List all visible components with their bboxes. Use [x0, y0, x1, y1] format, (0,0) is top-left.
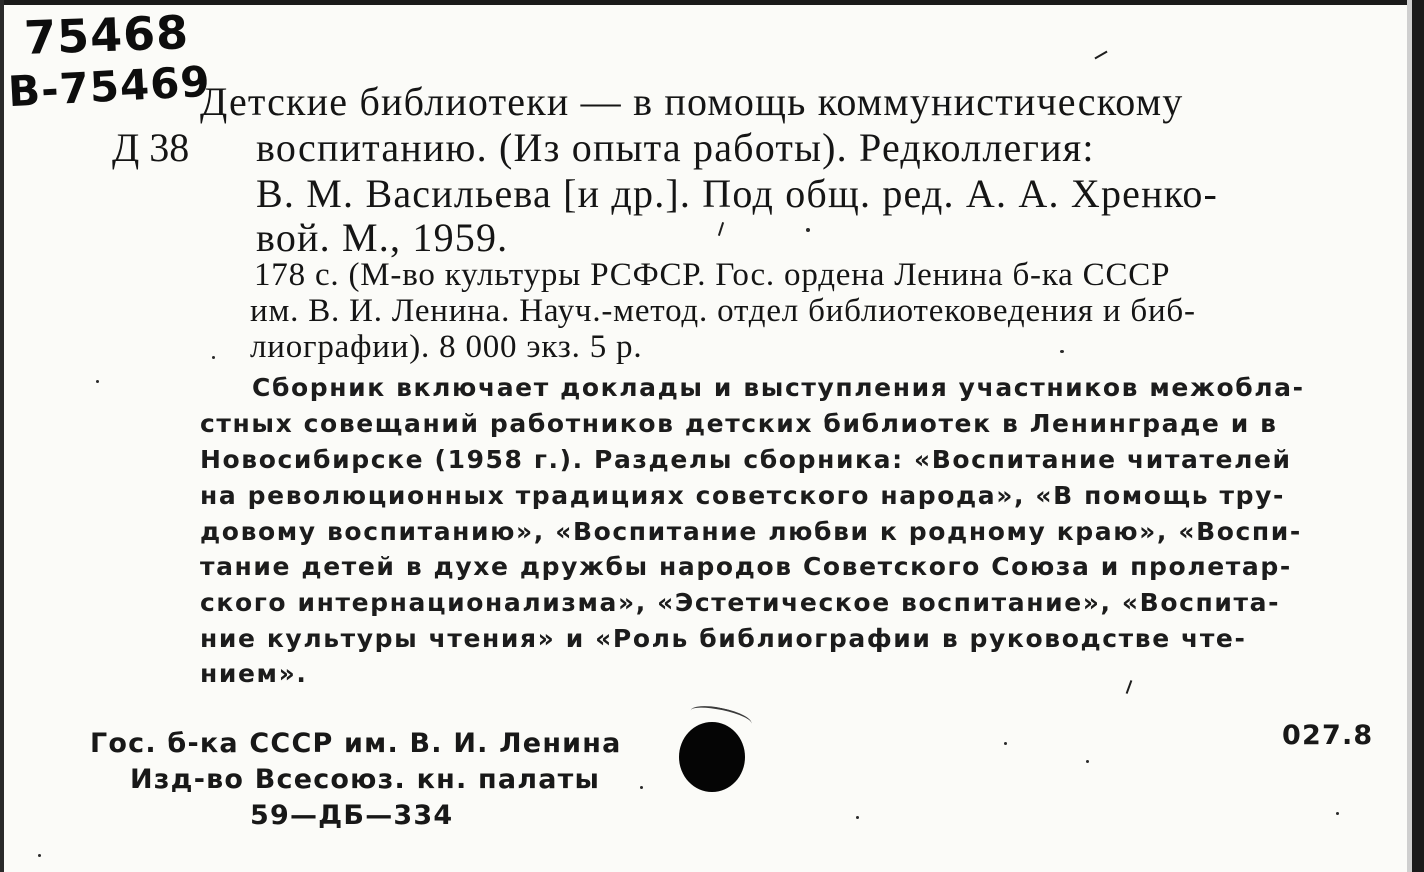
- title-line-1: Детские библиотеки — в помощь коммунистическому: [200, 79, 1184, 124]
- annotation-line-5: довому воспитанию», «Воспитание любви к родному краю», «Воспи-: [200, 517, 1302, 546]
- footer-publisher: Изд-во Всесоюз. кн. палаты: [130, 764, 601, 795]
- scan-speck: [38, 854, 41, 857]
- annotation-line-3: Новосибирске (1958 г.). Разделы сборника: «Воспитание читателей: [200, 445, 1292, 474]
- collation-line-1: 178 с. (М-во культуры РСФСР. Гос. ордена Ленина б-ка СССР: [254, 257, 1171, 293]
- scan-speck: [1004, 742, 1007, 745]
- classification-number: 027.8: [1282, 720, 1374, 751]
- scan-speck: [806, 228, 810, 232]
- annotation-line-6: тание детей в духе дружбы народов Советского Союза и пролетар-: [200, 552, 1292, 581]
- card-left-edge: [0, 0, 4, 872]
- annotation-line-4: на революционных традициях советского народа», «В помощь тру-: [200, 481, 1285, 510]
- annotation-line-7: ского интернационализма», «Эстетическое воспитание», «Воспита-: [200, 588, 1281, 617]
- annotation-line-8: ние культуры чтения» и «Роль библиографии в руководстве чте-: [200, 624, 1247, 653]
- card-top-edge: [0, 0, 1424, 5]
- collation-line-3: лиографии). 8 000 экз. 5 р.: [250, 329, 643, 365]
- handwritten-inventory-number-1: 75468: [23, 5, 190, 65]
- scan-speck: [212, 356, 215, 359]
- scan-speck: [856, 816, 859, 819]
- handwritten-inventory-number-2: В-75469: [6, 56, 212, 117]
- annotation-line-1: Сборник включает доклады и выступления участников межобла-: [252, 373, 1305, 402]
- scan-speck: [1086, 760, 1089, 763]
- collation-line-2: им. В. И. Ленина. Науч.-метод. отдел библиотековедения и биб-: [250, 293, 1196, 329]
- footer-card-number: 59—ДБ—334: [250, 800, 454, 831]
- scan-speck: [96, 380, 99, 383]
- footer-library: Гос. б-ка СССР им. В. И. Ленина: [90, 728, 622, 759]
- annotation-line-9: нием».: [200, 659, 308, 688]
- title-line-3: В. М. Васильева [и др.]. Под общ. ред. А. А. Хренко-: [256, 171, 1219, 216]
- scan-mark: [718, 222, 724, 236]
- punch-hole: [679, 722, 745, 792]
- scan-mark: [1126, 680, 1133, 694]
- card-right-edge: [1412, 0, 1424, 872]
- title-line-4: вой. М., 1959.: [256, 215, 509, 260]
- scan-speck: [640, 786, 643, 789]
- call-number: Д 38: [112, 125, 190, 170]
- annotation-line-2: стных совещаний работников детских библиотек в Ленинграде и в: [200, 409, 1278, 438]
- scan-mark: [1094, 51, 1107, 60]
- scan-speck: [1336, 812, 1339, 815]
- title-line-2: воспитанию. (Из опыта работы). Редколлегия:: [256, 125, 1095, 170]
- scan-speck: [1060, 350, 1064, 353]
